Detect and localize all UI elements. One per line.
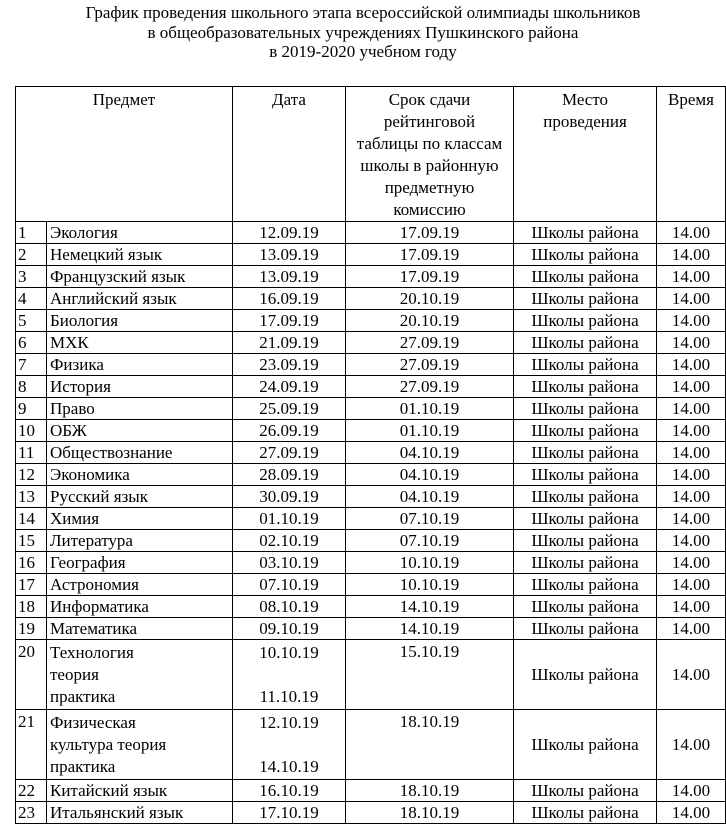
row-date: 13.09.19 (233, 244, 346, 266)
row-date: 27.09.19 (233, 442, 346, 464)
row-deadline: 20.10.19 (346, 288, 514, 310)
row-subject: Астрономия (47, 574, 233, 596)
row-deadline: 27.09.19 (346, 332, 514, 354)
row-subject: Информатика (47, 596, 233, 618)
row-subject (47, 640, 233, 710)
row-time: 14.00 (657, 596, 726, 618)
header-deadline-line: таблицы по классам (356, 134, 503, 153)
header-row (16, 87, 726, 222)
row-number: 14 (16, 508, 47, 530)
row-deadline: 18.10.19 (346, 802, 514, 824)
row-place: Школы района (514, 420, 657, 442)
table-row (16, 530, 726, 552)
row-subject: Обществознание (47, 442, 233, 464)
row-time: 14.00 (657, 266, 726, 288)
row-time: 14.00 (657, 780, 726, 802)
row-date (233, 640, 346, 710)
row-time: 14.00 (657, 420, 726, 442)
row-place: Школы района (514, 310, 657, 332)
row-date: 24.09.19 (233, 376, 346, 398)
row-time: 14.00 (657, 310, 726, 332)
subject-line: культура теория (50, 735, 167, 754)
table-row (16, 710, 726, 780)
table-row (16, 486, 726, 508)
row-date: 30.09.19 (233, 486, 346, 508)
row-number: 11 (16, 442, 47, 464)
header-subject: Предмет (16, 87, 233, 222)
row-time: 14.00 (657, 354, 726, 376)
table-row (16, 376, 726, 398)
table-row (16, 244, 726, 266)
row-place: Школы района (514, 354, 657, 376)
row-place: Школы района (514, 376, 657, 398)
row-date: 16.10.19 (233, 780, 346, 802)
row-deadline: 17.09.19 (346, 222, 514, 244)
row-date: 23.09.19 (233, 354, 346, 376)
row-number: 2 (16, 244, 47, 266)
row-place: Школы района (514, 574, 657, 596)
table-row (16, 420, 726, 442)
header-date: Дата (233, 87, 346, 222)
row-place: Школы района (514, 464, 657, 486)
row-place: Школы района (514, 508, 657, 530)
row-deadline: 18.10.19 (346, 710, 514, 780)
row-number: 3 (16, 266, 47, 288)
row-number: 9 (16, 398, 47, 420)
row-date: 07.10.19 (233, 574, 346, 596)
row-number: 1 (16, 222, 47, 244)
row-number: 7 (16, 354, 47, 376)
row-subject: Китайский язык (47, 780, 233, 802)
row-number: 18 (16, 596, 47, 618)
row-date: 02.10.19 (233, 530, 346, 552)
row-place: Школы района (514, 710, 657, 780)
row-number: 16 (16, 552, 47, 574)
row-subject: Немецкий язык (47, 244, 233, 266)
row-number: 15 (16, 530, 47, 552)
row-date: 13.09.19 (233, 266, 346, 288)
row-deadline: 14.10.19 (346, 618, 514, 640)
row-date: 25.09.19 (233, 398, 346, 420)
row-deadline: 27.09.19 (346, 354, 514, 376)
row-time: 14.00 (657, 244, 726, 266)
table-row (16, 310, 726, 332)
subject-line: практика (50, 687, 116, 706)
row-time: 14.00 (657, 802, 726, 824)
header-deadline-line: рейтинговой (383, 112, 476, 131)
subject-line: Физическая (50, 713, 136, 732)
row-subject: Литература (47, 530, 233, 552)
row-date: 17.10.19 (233, 802, 346, 824)
row-deadline: 10.10.19 (346, 574, 514, 596)
row-place: Школы района (514, 552, 657, 574)
row-date: 16.09.19 (233, 288, 346, 310)
row-date: 08.10.19 (233, 596, 346, 618)
row-deadline: 01.10.19 (346, 398, 514, 420)
row-subject: МХК (47, 332, 233, 354)
row-deadline: 17.09.19 (346, 244, 514, 266)
row-subject: Английский язык (47, 288, 233, 310)
row-place: Школы района (514, 398, 657, 420)
row-deadline: 10.10.19 (346, 552, 514, 574)
row-place: Школы района (514, 288, 657, 310)
row-number: 23 (16, 802, 47, 824)
olympiad-schedule-table (15, 86, 726, 824)
header-time: Время (657, 87, 726, 222)
title-line-2: в общеобразовательных учреждениях Пушкинского района (147, 22, 579, 42)
row-deadline: 15.10.19 (346, 640, 514, 710)
row-subject: Экономика (47, 464, 233, 486)
row-number: 4 (16, 288, 47, 310)
row-time: 14.00 (657, 288, 726, 310)
row-subject: География (47, 552, 233, 574)
row-subject: Химия (47, 508, 233, 530)
row-subject: Право (47, 398, 233, 420)
row-number: 5 (16, 310, 47, 332)
row-deadline: 07.10.19 (346, 508, 514, 530)
table-row (16, 464, 726, 486)
row-deadline: 04.10.19 (346, 486, 514, 508)
row-subject: Русский язык (47, 486, 233, 508)
header-place (514, 87, 657, 222)
header-deadline (346, 87, 514, 222)
table-row (16, 332, 726, 354)
header-deadline-line: комиссию (393, 200, 466, 219)
row-time: 14.00 (657, 710, 726, 780)
table-row (16, 780, 726, 802)
row-subject: Итальянский язык (47, 802, 233, 824)
row-place: Школы района (514, 332, 657, 354)
row-date: 28.09.19 (233, 464, 346, 486)
row-place: Школы района (514, 442, 657, 464)
table-row (16, 266, 726, 288)
table-row (16, 596, 726, 618)
table-row (16, 802, 726, 824)
row-place: Школы района (514, 266, 657, 288)
row-subject: Биология (47, 310, 233, 332)
row-number: 8 (16, 376, 47, 398)
row-date: 03.10.19 (233, 552, 346, 574)
date-theory: 12.10.19 (259, 713, 319, 732)
row-place: Школы района (514, 618, 657, 640)
row-deadline: 14.10.19 (346, 596, 514, 618)
row-number: 21 (16, 710, 47, 780)
row-subject: Физика (47, 354, 233, 376)
title-line-1: График проведения школьного этапа всероссийской олимпиады школьников (85, 3, 641, 22)
row-deadline: 04.10.19 (346, 464, 514, 486)
row-place: Школы района (514, 802, 657, 824)
header-deadline-line: Срок сдачи (388, 90, 471, 109)
row-time: 14.00 (657, 486, 726, 508)
row-date: 09.10.19 (233, 618, 346, 640)
header-place-line: Место (561, 90, 609, 109)
row-time: 14.00 (657, 222, 726, 244)
date-practice: 11.10.19 (259, 687, 319, 706)
subject-line: теория (50, 665, 99, 684)
table-row (16, 552, 726, 574)
table-row (16, 354, 726, 376)
row-subject: Французский язык (47, 266, 233, 288)
table-row (16, 288, 726, 310)
row-date (233, 710, 346, 780)
row-time: 14.00 (657, 442, 726, 464)
row-deadline: 07.10.19 (346, 530, 514, 552)
row-subject: Экология (47, 222, 233, 244)
table-row (16, 222, 726, 244)
row-time: 14.00 (657, 332, 726, 354)
title-line-3: в 2019-2020 учебном году (269, 42, 457, 61)
row-place: Школы района (514, 530, 657, 552)
row-time: 14.00 (657, 398, 726, 420)
row-deadline: 20.10.19 (346, 310, 514, 332)
row-number: 19 (16, 618, 47, 640)
row-subject: ОБЖ (47, 420, 233, 442)
row-time: 14.00 (657, 640, 726, 710)
row-number: 13 (16, 486, 47, 508)
row-deadline: 17.09.19 (346, 266, 514, 288)
header-place-line: проведения (543, 112, 627, 131)
row-subject: История (47, 376, 233, 398)
row-deadline: 01.10.19 (346, 420, 514, 442)
row-number: 17 (16, 574, 47, 596)
row-number: 10 (16, 420, 47, 442)
row-date: 01.10.19 (233, 508, 346, 530)
row-date: 12.09.19 (233, 222, 346, 244)
row-place: Школы района (514, 244, 657, 266)
row-subject (47, 710, 233, 780)
row-date: 21.09.19 (233, 332, 346, 354)
subject-line: практика (50, 757, 116, 776)
row-date: 26.09.19 (233, 420, 346, 442)
header-deadline-line: предметную (384, 178, 475, 197)
table-row (16, 398, 726, 420)
table-row (16, 508, 726, 530)
row-deadline: 27.09.19 (346, 376, 514, 398)
table-row (16, 442, 726, 464)
row-number: 22 (16, 780, 47, 802)
table-row (16, 618, 726, 640)
subject-line: Технология (50, 643, 134, 662)
row-number: 12 (16, 464, 47, 486)
row-number: 20 (16, 640, 47, 710)
row-time: 14.00 (657, 530, 726, 552)
date-practice: 14.10.19 (259, 757, 319, 776)
row-time: 14.00 (657, 574, 726, 596)
row-time: 14.00 (657, 552, 726, 574)
row-time: 14.00 (657, 376, 726, 398)
row-deadline: 04.10.19 (346, 442, 514, 464)
row-place: Школы района (514, 596, 657, 618)
table-row (16, 640, 726, 710)
document-title (0, 3, 726, 62)
row-place: Школы района (514, 486, 657, 508)
row-time: 14.00 (657, 618, 726, 640)
row-deadline: 18.10.19 (346, 780, 514, 802)
row-place: Школы района (514, 640, 657, 710)
row-date: 17.09.19 (233, 310, 346, 332)
table-row (16, 574, 726, 596)
row-time: 14.00 (657, 508, 726, 530)
row-place: Школы района (514, 780, 657, 802)
row-time: 14.00 (657, 464, 726, 486)
row-subject: Математика (47, 618, 233, 640)
row-place: Школы района (514, 222, 657, 244)
header-deadline-line: школы в районную (360, 156, 499, 175)
row-number: 6 (16, 332, 47, 354)
date-theory: 10.10.19 (259, 643, 319, 662)
